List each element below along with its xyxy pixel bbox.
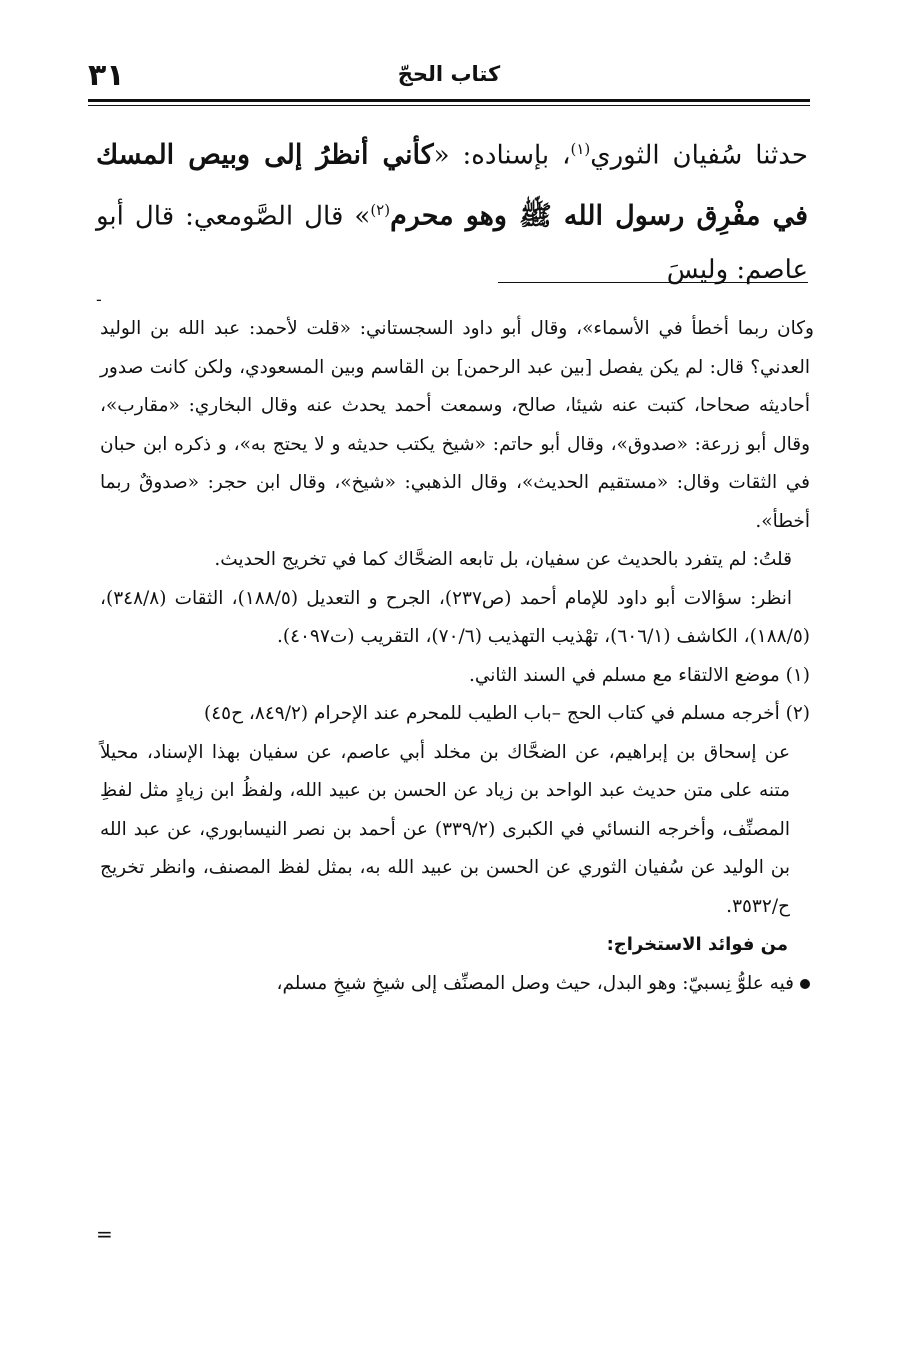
header-rule-thin xyxy=(88,105,810,106)
continuation-mark-top: - xyxy=(96,290,102,309)
footnote-ref-1: (١) xyxy=(570,140,591,158)
main-text-part1: حدثنا سُفيان الثوري xyxy=(590,140,808,171)
footnote-ref-2: (٢) xyxy=(370,200,391,219)
footnote-2-body: عن إسحاق بن إبراهيم، عن الضحَّاك بن مخلد أبي عاصم، عن سفيان بهذا الإسناد، محيلاً متنه على متن حديث عبد الواحد بن زياد عن الحسن بن عبيد الله، ولفظُ ابن زيادٍ مثل لفظِ المصنِّف، وأخرجه النسائي في الكبرى (٣٣٩/٢) عن أحمد بن نصر النيسابوري، عن عبد الله بن الوليد عن سُفيان الثوري عن الحسن بن عبيد الله به، بمثل لفظ المصنف، وانظر تخريج ح/٣٥٣٢. xyxy=(100,741,790,917)
main-text xyxy=(96,122,808,297)
footnote-continuation: وكان ربما أخطأ في الأسماء»، وقال أبو داود السجستاني: «قلت لأحمد: عبد الله بن الوليد العدني؟ قال: لم يكن يفصل [بين عبد الرحمن] بن القاسم وبين المسعودي، ولكن كانت صدور أحاديثه صحاحا، كتبت عنه شيئا، صالح، وسمعت أحمد يحدث عنه وقال البخاري: «مقارب»، وقال أبو زرعة: «صدوق»، وقال أبو حاتم: «شيخ يكتب حديثه و لا يحتج به»، و ذكره ابن حبان في الثقات وقال: «مستقيم الحديث»، وقال الذهبي: «شيخ»، وقال ابن حجر: «صدوقٌ ربما أخطأ». xyxy=(100,318,814,532)
footnote-note: قلتُ: لم يتفرد بالحديث عن سفيان، بل تابعه الضحَّاك كما في تخريج الحديث. xyxy=(214,549,792,570)
main-text-part3: » قال الصَّومعي: قال أبو عاصم: وليسَ xyxy=(96,201,808,286)
footnote-2-first-line: (٢) أخرجه مسلم في كتاب الحج –باب الطيب للمحرم عند الإحرام (٨٤٩/٢، ح٤٥) xyxy=(204,703,810,724)
bullet-icon xyxy=(800,979,810,989)
footnote-1-text: (١) موضع الالتقاء مع مسلم في السند الثاني. xyxy=(468,664,810,686)
hadith-text: كأني أنظرُ إلى وبيص المسك في مفْرِق رسول الله ﷺ وهو محرم xyxy=(96,139,808,232)
footnote-1 xyxy=(100,657,810,696)
benefit-item xyxy=(100,965,810,1004)
benefits-heading: من فوائد الاستخراج: xyxy=(606,934,788,955)
page-header xyxy=(88,58,810,98)
page-number: ٣١ xyxy=(88,58,125,93)
footnotes xyxy=(100,310,814,1003)
footnote-separator xyxy=(498,282,808,283)
footnote-2 xyxy=(100,695,810,926)
book-title: كتاب الحجّ xyxy=(397,62,501,86)
continuation-mark-bottom: = xyxy=(96,1222,113,1246)
benefit-item-text: فيه علوُّ نِسبيّ: وهو البدل، حيث وصل المصنِّف إلى شيخِ شيخِ مسلم، xyxy=(276,972,794,994)
main-text-part2: ، بإسناده: « xyxy=(433,140,571,171)
footnote-see-also: انظر: سؤالات أبو داود للإمام أحمد (ص٢٣٧)، الجرح و التعديل (١٨٨/٥)، الثقات (٣٤٨/٨)، (١٨٨/٥)، الكاشف (٦٠٦/١)، تهْذيب التهذيب (٧٠/٦)، التقريب (ت٤٠٩٧). xyxy=(100,587,810,647)
header-rule-thick xyxy=(88,99,810,102)
